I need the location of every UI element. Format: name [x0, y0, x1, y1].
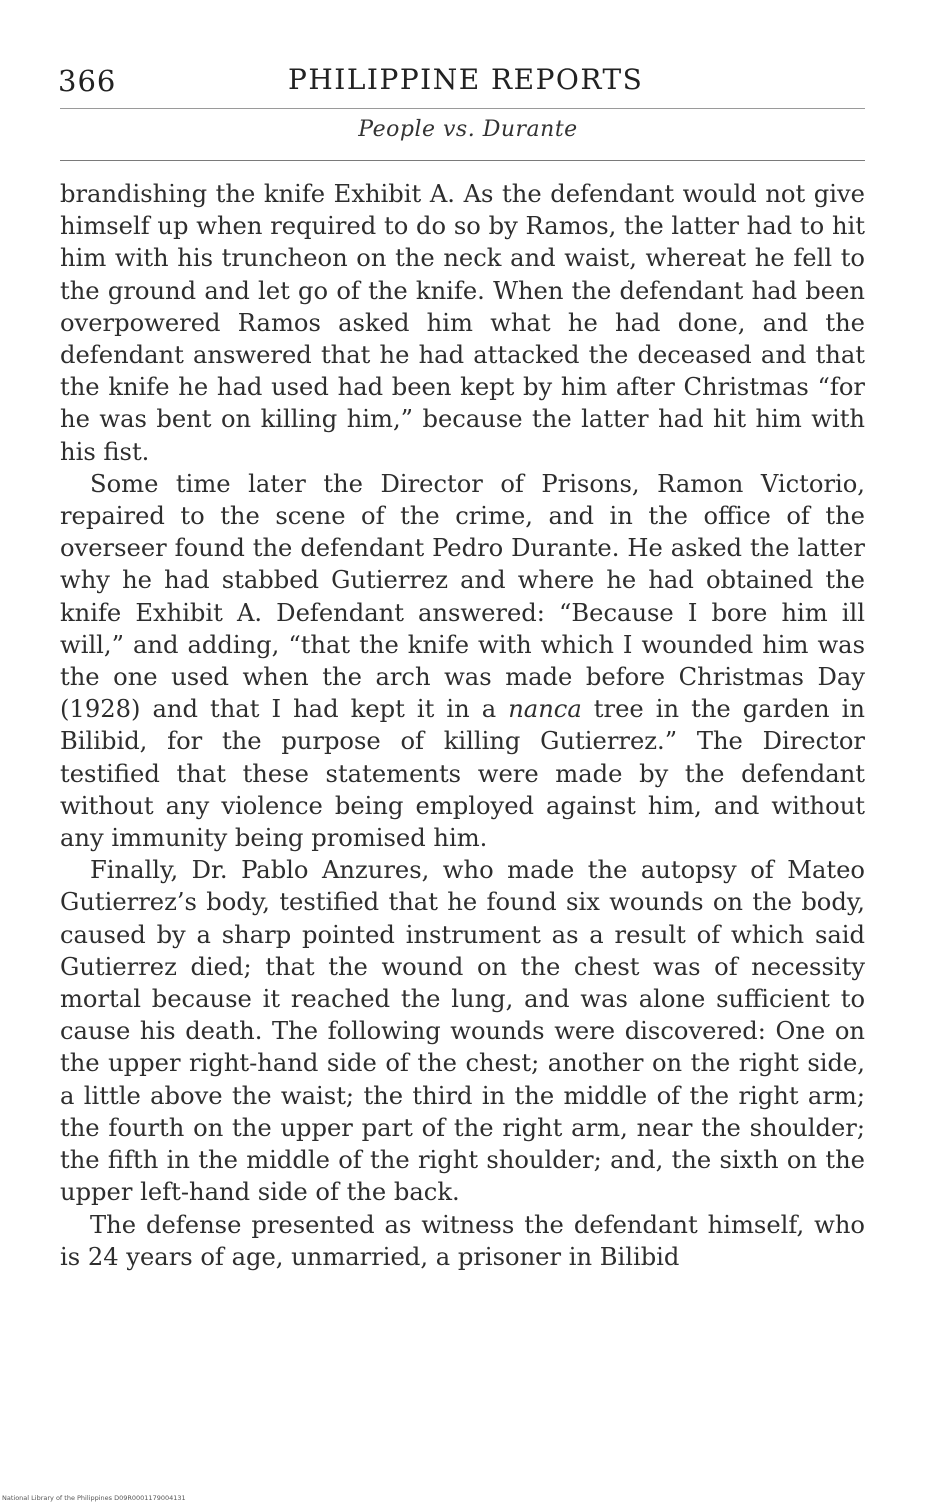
paragraph-2 [60, 468, 865, 854]
paragraph-1: brandishing the knife Exhibit A. As the defendant would not give himself up when required to do so by Ramos, the latter had to hit him with his truncheon on the neck and waist, whereat he fell to the ground and let go of the knife. When the defendant had been overpowered Ramos asked him what he had done, and the defendant answered that he had attacked the deceased and that the knife he had used had been kept by him after Christmas “for he was bent on killing him,” because the latter had hit him with his fist. [60, 180, 865, 466]
paragraph-2-part-1: Some time later the Director of Prisons, Ramon Victorio, repaired to the scene of the crime, and in the office of the overseer found the defendant Pedro Durante. He asked the latter why he had stabbed Gutierrez and where he had obtained the knife Exhibit A. Defendant answered: “Because I bore him ill will,” and adding, “that the knife with which I wounded him was the one used when the arch was made before Christmas Day (1928) and that I had kept it in a [60, 469, 865, 724]
paragraph-2-italic-term: nanca [508, 695, 582, 724]
running-title: PHILIPPINE REPORTS [288, 63, 644, 96]
paragraph-3: Finally, Dr. Pablo Anzures, who made the autopsy of Mateo Gutierrez’s body, testified that he found six wounds on the body, caused by a sharp pointed instrument as a result of which said Gutierrez died; that the wound on the chest was of necessity mortal because it reached the lung, and was alone sufficient to cause his death. The following wounds were discovered: One on the upper right-hand side of the chest; another on the right side, a little above the waist; the third in the middle of the right arm; the fourth on the upper part of the right arm, near the shoulder; the fifth in the middle of the right shoulder; and, the sixth on the upper left-hand side of the back. [60, 856, 865, 1207]
page-number: 366 [58, 64, 117, 98]
library-footer: National Library of the Philippines D09R0001179004131 [2, 1494, 186, 1502]
body-text [60, 178, 865, 1273]
header-rule-bottom [60, 160, 865, 161]
paragraph-4: The defense presented as witness the defendant himself, who is 24 years of age, unmarried, a prisoner in Bilibid [60, 1210, 865, 1271]
case-caption: People vs. Durante [358, 117, 578, 142]
paragraph-2-part-2: tree in the garden in Bilibid, for the purpose of killing Gutierrez.” The Director testified that these statements were made by the defendant without any violence being employed against him, and without any immunity being promised him. [60, 695, 865, 853]
header-rule-top [60, 108, 865, 109]
